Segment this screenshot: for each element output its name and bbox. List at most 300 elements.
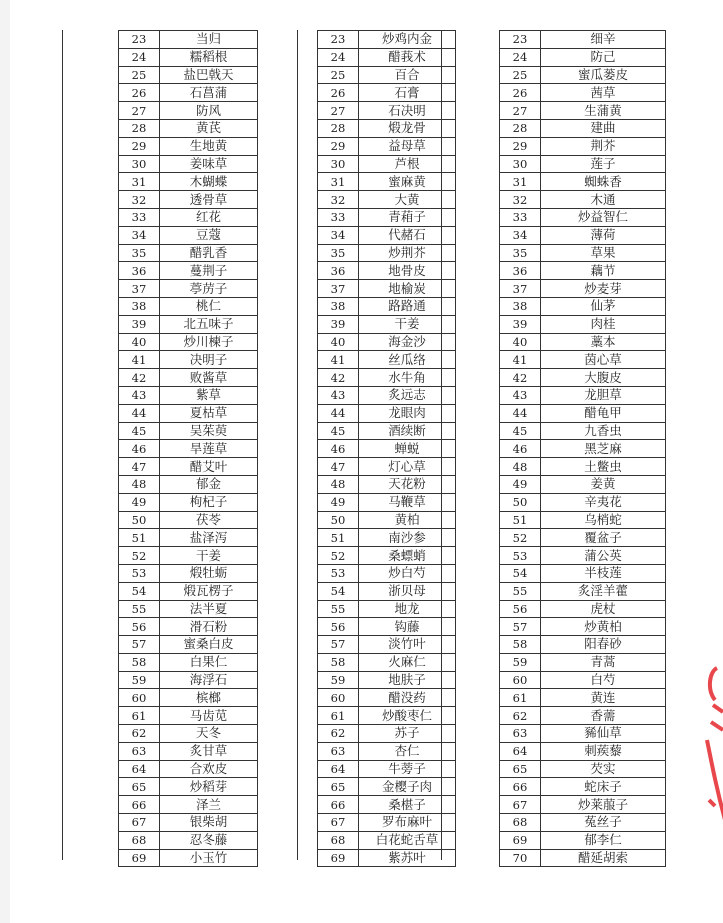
table-row [119, 226, 258, 244]
table-row [318, 119, 456, 137]
table-row [318, 564, 456, 582]
herb-name: 旱莲草 [160, 440, 258, 458]
table-row [119, 262, 258, 280]
herb-name: 蛇床子 [541, 778, 666, 796]
row-number: 44 [318, 404, 359, 422]
herb-name: 蜘蛛香 [541, 173, 666, 191]
row-number: 29 [119, 137, 160, 155]
herb-name: 浙贝母 [359, 582, 456, 600]
row-number: 55 [318, 600, 359, 618]
herb-name: 藁本 [541, 333, 666, 351]
table-row [318, 529, 456, 547]
table-row [119, 671, 258, 689]
row-number: 37 [500, 280, 541, 298]
row-number: 62 [500, 707, 541, 725]
herb-name: 建曲 [541, 119, 666, 137]
table-row [119, 707, 258, 725]
table-row [119, 564, 258, 582]
table-row [500, 458, 666, 476]
table-row [318, 760, 456, 778]
herb-name: 茯苓 [160, 511, 258, 529]
row-number: 47 [318, 458, 359, 476]
herb-name: 红花 [160, 208, 258, 226]
row-number: 55 [500, 582, 541, 600]
row-number: 46 [500, 440, 541, 458]
table-row [119, 244, 258, 262]
table-row [500, 119, 666, 137]
herb-name: 虎杖 [541, 600, 666, 618]
herb-name: 银柴胡 [160, 814, 258, 832]
table-row [318, 84, 456, 102]
table-row [318, 742, 456, 760]
table-row [318, 386, 456, 404]
herb-name: 炒麦芽 [541, 280, 666, 298]
herb-name: 荆芥 [541, 137, 666, 155]
herb-name: 炒稻芽 [160, 778, 258, 796]
table-row [119, 173, 258, 191]
row-number: 57 [500, 618, 541, 636]
herb-name: 辛夷花 [541, 493, 666, 511]
herb-name: 盐巴戟天 [160, 66, 258, 84]
row-number: 56 [500, 600, 541, 618]
table-row [500, 689, 666, 707]
herb-name: 杏仁 [359, 742, 456, 760]
herb-name: 透骨草 [160, 191, 258, 209]
table-row [119, 333, 258, 351]
table-row [318, 582, 456, 600]
table-row [119, 208, 258, 226]
herb-name: 代赭石 [359, 226, 456, 244]
herb-name: 乌梢蛇 [541, 511, 666, 529]
row-number: 56 [119, 618, 160, 636]
row-number: 64 [318, 760, 359, 778]
herb-name: 紫苏叶 [359, 849, 456, 867]
row-number: 38 [500, 297, 541, 315]
table-row [119, 369, 258, 387]
table-row [500, 208, 666, 226]
row-number: 66 [119, 796, 160, 814]
row-number: 38 [318, 297, 359, 315]
row-number: 70 [500, 849, 541, 867]
herb-name: 薄荷 [541, 226, 666, 244]
herb-name: 紫草 [160, 386, 258, 404]
table-row [318, 280, 456, 298]
table-row [500, 707, 666, 725]
herb-name: 大腹皮 [541, 369, 666, 387]
red-seal-stamp [703, 0, 723, 923]
herb-name: 炙淫羊藿 [541, 582, 666, 600]
table-row [500, 262, 666, 280]
herb-name: 炒鸡内金 [359, 31, 456, 49]
table-row [318, 725, 456, 743]
herb-name: 防己 [541, 48, 666, 66]
herb-name: 蜜瓜蒌皮 [541, 66, 666, 84]
herb-name: 白花蛇舌草 [359, 831, 456, 849]
table-row [119, 191, 258, 209]
row-number: 67 [318, 814, 359, 832]
row-number: 31 [318, 173, 359, 191]
table-row [500, 48, 666, 66]
row-number: 33 [318, 208, 359, 226]
table-row [119, 600, 258, 618]
table-row [500, 315, 666, 333]
table-row [500, 137, 666, 155]
row-number: 51 [500, 511, 541, 529]
table-row [119, 760, 258, 778]
herb-name: 炒黄柏 [541, 618, 666, 636]
herb-name: 蝉蜕 [359, 440, 456, 458]
herb-name: 黄连 [541, 689, 666, 707]
table-row [318, 422, 456, 440]
table-row [500, 244, 666, 262]
table-row [500, 280, 666, 298]
row-number: 39 [119, 315, 160, 333]
herb-name: 糯稻根 [160, 48, 258, 66]
herb-list-column-1 [118, 30, 258, 867]
row-number: 42 [500, 369, 541, 387]
row-number: 50 [318, 511, 359, 529]
herb-name: 青蒿 [541, 653, 666, 671]
row-number: 61 [318, 707, 359, 725]
table-row [119, 725, 258, 743]
herb-name: 黄芪 [160, 119, 258, 137]
table-row [500, 351, 666, 369]
herb-name: 土鳖虫 [541, 458, 666, 476]
herb-name: 九香虫 [541, 422, 666, 440]
row-number: 23 [318, 31, 359, 49]
table-row [119, 529, 258, 547]
table-row [500, 600, 666, 618]
herb-list-column-3 [499, 30, 666, 867]
herb-name: 天冬 [160, 725, 258, 743]
herb-name: 肉桂 [541, 315, 666, 333]
row-number: 32 [500, 191, 541, 209]
table-border-left [62, 30, 63, 860]
table-row [500, 831, 666, 849]
herb-name: 豨仙草 [541, 725, 666, 743]
herb-name: 地龙 [359, 600, 456, 618]
herb-name: 青葙子 [359, 208, 456, 226]
herb-name: 北五味子 [160, 315, 258, 333]
table-row [318, 671, 456, 689]
row-number: 25 [119, 66, 160, 84]
table-row [318, 849, 456, 867]
table-row [119, 315, 258, 333]
herb-name: 莲子 [541, 155, 666, 173]
table-row [119, 814, 258, 832]
table-row [119, 796, 258, 814]
row-number: 62 [119, 725, 160, 743]
herb-name: 煅龙骨 [359, 119, 456, 137]
herb-name: 芦根 [359, 155, 456, 173]
table-row [119, 66, 258, 84]
row-number: 67 [500, 796, 541, 814]
row-number: 24 [119, 48, 160, 66]
table-row [500, 582, 666, 600]
herb-name: 炒白芍 [359, 564, 456, 582]
row-number: 52 [119, 547, 160, 565]
table-row [500, 31, 666, 49]
herb-name: 黄柏 [359, 511, 456, 529]
herb-name: 姜黄 [541, 475, 666, 493]
row-number: 34 [119, 226, 160, 244]
herb-name: 滑石粉 [160, 618, 258, 636]
row-number: 41 [500, 351, 541, 369]
table-row [500, 155, 666, 173]
table-row [119, 119, 258, 137]
row-number: 44 [500, 404, 541, 422]
herb-name: 忍冬藤 [160, 831, 258, 849]
table-row [318, 262, 456, 280]
table-row [500, 742, 666, 760]
table-row [119, 440, 258, 458]
table-row [119, 48, 258, 66]
herb-name: 炒川楝子 [160, 333, 258, 351]
table-row [119, 653, 258, 671]
herb-name: 蔓荆子 [160, 262, 258, 280]
herb-name: 醋莪术 [359, 48, 456, 66]
table-row [119, 618, 258, 636]
table-row [318, 814, 456, 832]
scan-edge [0, 0, 10, 923]
table-row [318, 191, 456, 209]
row-number: 35 [119, 244, 160, 262]
herb-name: 水牛角 [359, 369, 456, 387]
table-row [500, 725, 666, 743]
herb-name: 百合 [359, 66, 456, 84]
table-row [500, 547, 666, 565]
row-number: 31 [119, 173, 160, 191]
table-row [318, 440, 456, 458]
herb-name: 菟丝子 [541, 814, 666, 832]
herb-name: 茵心草 [541, 351, 666, 369]
row-number: 50 [500, 493, 541, 511]
row-number: 58 [119, 653, 160, 671]
herb-name: 火麻仁 [359, 653, 456, 671]
row-number: 62 [318, 725, 359, 743]
table-row [119, 547, 258, 565]
herb-name: 芡实 [541, 760, 666, 778]
row-number: 68 [500, 814, 541, 832]
row-number: 60 [318, 689, 359, 707]
row-number: 40 [500, 333, 541, 351]
row-number: 57 [119, 636, 160, 654]
row-number: 35 [318, 244, 359, 262]
row-number: 43 [318, 386, 359, 404]
herb-name: 炒荆芥 [359, 244, 456, 262]
herb-name: 炒莱菔子 [541, 796, 666, 814]
row-number: 61 [119, 707, 160, 725]
row-number: 32 [119, 191, 160, 209]
row-number: 30 [318, 155, 359, 173]
herb-name: 法半夏 [160, 600, 258, 618]
table-row [500, 297, 666, 315]
row-number: 35 [500, 244, 541, 262]
row-number: 52 [318, 547, 359, 565]
table-row [318, 244, 456, 262]
row-number: 68 [119, 831, 160, 849]
herb-name: 淡竹叶 [359, 636, 456, 654]
row-number: 45 [318, 422, 359, 440]
row-number: 55 [119, 600, 160, 618]
table-row [318, 636, 456, 654]
row-number: 48 [500, 458, 541, 476]
row-number: 53 [318, 564, 359, 582]
herb-name: 葶苈子 [160, 280, 258, 298]
row-number: 26 [119, 84, 160, 102]
herb-name: 白芍 [541, 671, 666, 689]
herb-name: 海浮石 [160, 671, 258, 689]
table-row [318, 618, 456, 636]
table-row [500, 173, 666, 191]
herb-name: 罗布麻叶 [359, 814, 456, 832]
herb-name: 夏枯草 [160, 404, 258, 422]
row-number: 60 [119, 689, 160, 707]
herb-name: 大黄 [359, 191, 456, 209]
herb-name: 蜜桑白皮 [160, 636, 258, 654]
row-number: 50 [119, 511, 160, 529]
table-row [318, 315, 456, 333]
row-number: 43 [119, 386, 160, 404]
table-row [318, 404, 456, 422]
row-number: 59 [500, 653, 541, 671]
herb-name: 败酱草 [160, 369, 258, 387]
table-row [500, 422, 666, 440]
herb-name: 香薷 [541, 707, 666, 725]
herb-name: 茜草 [541, 84, 666, 102]
table-row [318, 208, 456, 226]
table-row [500, 618, 666, 636]
row-number: 43 [500, 386, 541, 404]
row-number: 65 [318, 778, 359, 796]
row-number: 34 [318, 226, 359, 244]
herb-name: 枸杞子 [160, 493, 258, 511]
row-number: 66 [318, 796, 359, 814]
row-number: 63 [318, 742, 359, 760]
table-row [119, 475, 258, 493]
row-number: 59 [318, 671, 359, 689]
table-row [500, 511, 666, 529]
row-number: 24 [318, 48, 359, 66]
table-row [500, 636, 666, 654]
row-number: 46 [119, 440, 160, 458]
herb-name: 蜜麻黄 [359, 173, 456, 191]
row-number: 27 [119, 102, 160, 120]
table-row [119, 511, 258, 529]
row-number: 60 [500, 671, 541, 689]
herb-name: 刺蒺藜 [541, 742, 666, 760]
table-row [119, 422, 258, 440]
row-number: 33 [500, 208, 541, 226]
table-row [318, 475, 456, 493]
row-number: 36 [119, 262, 160, 280]
row-number: 39 [318, 315, 359, 333]
herb-name: 醋龟甲 [541, 404, 666, 422]
herb-name: 煅瓦楞子 [160, 582, 258, 600]
row-number: 65 [500, 760, 541, 778]
herb-name: 半枝莲 [541, 564, 666, 582]
herb-name: 醋乳香 [160, 244, 258, 262]
herb-list-column-2 [317, 30, 456, 867]
table-row [119, 102, 258, 120]
table-row [500, 369, 666, 387]
herb-name: 姜味草 [160, 155, 258, 173]
table-row [500, 778, 666, 796]
herb-name: 路路通 [359, 297, 456, 315]
herb-name: 石菖蒲 [160, 84, 258, 102]
row-number: 40 [119, 333, 160, 351]
table-row [119, 351, 258, 369]
row-number: 26 [500, 84, 541, 102]
table-row [318, 493, 456, 511]
herb-name: 石膏 [359, 84, 456, 102]
table-row [119, 636, 258, 654]
herb-name: 防风 [160, 102, 258, 120]
herb-name: 干姜 [160, 547, 258, 565]
table-row [119, 404, 258, 422]
table-row [119, 297, 258, 315]
row-number: 52 [500, 529, 541, 547]
herb-name: 醋延胡索 [541, 849, 666, 867]
table-row [119, 31, 258, 49]
row-number: 28 [318, 119, 359, 137]
row-number: 51 [119, 529, 160, 547]
herb-name: 丝瓜络 [359, 351, 456, 369]
row-number: 64 [119, 760, 160, 778]
row-number: 45 [119, 422, 160, 440]
herb-name: 阳春砂 [541, 636, 666, 654]
table-row [318, 707, 456, 725]
row-number: 59 [119, 671, 160, 689]
herb-name: 地肤子 [359, 671, 456, 689]
row-number: 36 [500, 262, 541, 280]
table-row [119, 493, 258, 511]
row-number: 69 [318, 849, 359, 867]
table-row [318, 137, 456, 155]
table-row [500, 653, 666, 671]
table-row [318, 333, 456, 351]
row-number: 41 [119, 351, 160, 369]
row-number: 66 [500, 778, 541, 796]
row-number: 42 [318, 369, 359, 387]
table-row [119, 849, 258, 867]
table-row [500, 102, 666, 120]
table-row [318, 369, 456, 387]
row-number: 69 [500, 831, 541, 849]
herb-name: 炙远志 [359, 386, 456, 404]
table-row [318, 297, 456, 315]
table-row [500, 529, 666, 547]
row-number: 53 [500, 547, 541, 565]
herb-name: 槟榔 [160, 689, 258, 707]
herb-name: 仙茅 [541, 297, 666, 315]
row-number: 58 [500, 636, 541, 654]
herb-name: 郁李仁 [541, 831, 666, 849]
table-row [500, 475, 666, 493]
row-number: 23 [119, 31, 160, 49]
row-number: 56 [318, 618, 359, 636]
herb-name: 豆蔻 [160, 226, 258, 244]
table-row [318, 31, 456, 49]
herb-name: 当归 [160, 31, 258, 49]
herb-name: 泽兰 [160, 796, 258, 814]
row-number: 34 [500, 226, 541, 244]
row-number: 32 [318, 191, 359, 209]
herb-name: 苏子 [359, 725, 456, 743]
row-number: 29 [318, 137, 359, 155]
table-row [500, 440, 666, 458]
table-row [119, 386, 258, 404]
